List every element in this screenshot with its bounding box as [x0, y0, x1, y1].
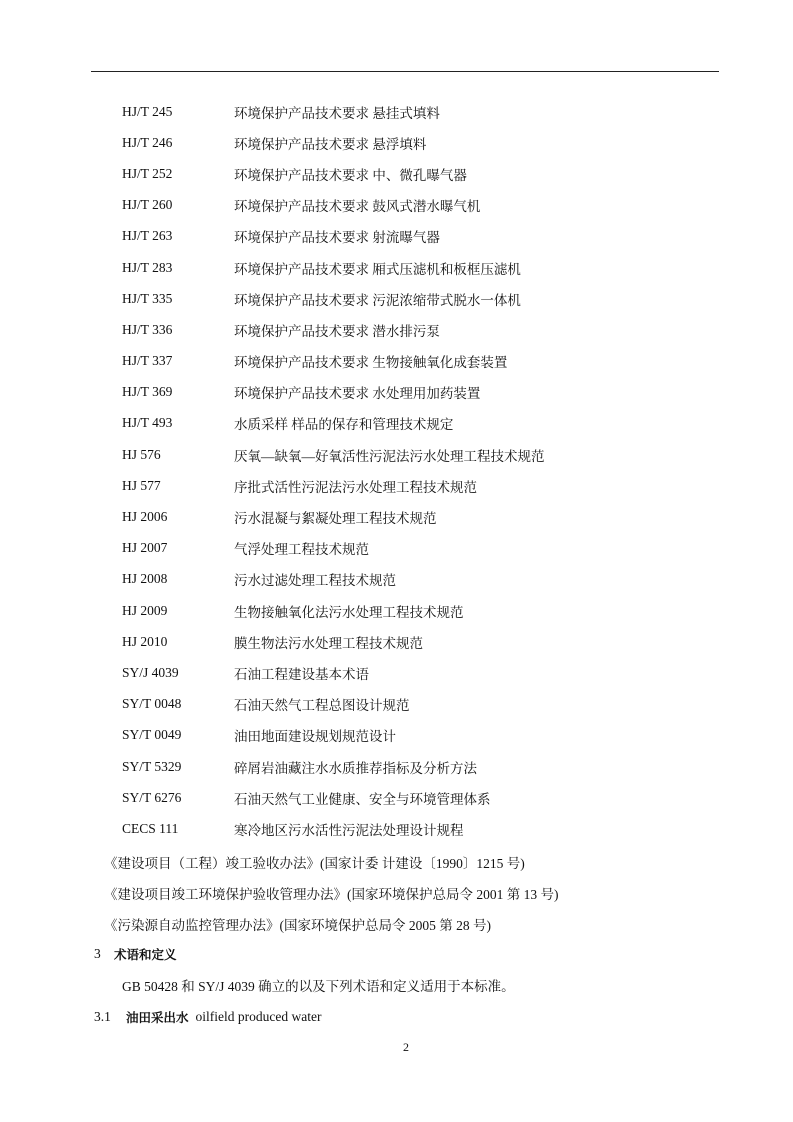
- subsection-title-cn: 油田采出水: [126, 1009, 189, 1025]
- reference-row: [122, 408, 722, 439]
- reference-title: 环境保护产品技术要求 生物接触氧化成套装置: [234, 355, 508, 371]
- reference-row: [122, 470, 722, 501]
- terms-applicability-paragraph: GB 50428 和 SY/J 4039 确立的以及下列术语和定义适用于本标准。: [122, 978, 515, 994]
- reference-standards-list: [122, 96, 722, 845]
- reference-title: 碎屑岩油藏注水水质推荐指标及分析方法: [234, 760, 477, 776]
- reference-code: CECS 111: [122, 820, 179, 836]
- reference-title: 油田地面建设规划规范设计: [234, 729, 396, 745]
- reference-code: SY/J 4039: [122, 664, 179, 680]
- reference-row: [122, 657, 722, 688]
- reference-code: SY/T 6276: [122, 789, 182, 805]
- reference-title: 环境保护产品技术要求 射流曝气器: [234, 230, 440, 246]
- reference-title: 环境保护产品技术要求 污泥浓缩带式脱水一体机: [234, 292, 521, 308]
- reference-row: [122, 751, 722, 782]
- reference-code: HJ/T 336: [122, 321, 173, 337]
- reference-title: 序批式活性污泥法污水处理工程技术规范: [234, 479, 477, 495]
- reference-row: [122, 190, 722, 221]
- reference-title: 污水过滤处理工程技术规范: [234, 573, 396, 589]
- reference-code: HJ 2008: [122, 571, 168, 587]
- reference-code: HJ/T 252: [122, 165, 173, 181]
- regulation-item: 《污染源自动监控管理办法》(国家环境保护总局令 2005 第 28 号): [104, 917, 491, 933]
- reference-code: HJ/T 260: [122, 197, 173, 213]
- reference-code: HJ 2006: [122, 509, 168, 525]
- reference-code: HJ/T 283: [122, 259, 173, 275]
- reference-code: HJ 2010: [122, 633, 168, 649]
- reference-code: SY/T 5329: [122, 758, 182, 774]
- reference-code: HJ 577: [122, 477, 161, 493]
- reference-row: [122, 158, 722, 189]
- subsection-number: 3.1: [94, 1008, 111, 1024]
- reference-title: 石油工程建设基本术语: [234, 666, 369, 682]
- regulation-item: 《建设项目（工程）竣工验收办法》(国家计委 计建设〔1990〕1215 号): [104, 855, 525, 871]
- page-number: 2: [403, 1040, 409, 1054]
- reference-code: SY/T 0049: [122, 727, 182, 743]
- reference-title: 石油天然气工程总图设计规范: [234, 698, 410, 714]
- reference-row: [122, 221, 722, 252]
- reference-title: 膜生物法污水处理工程技术规范: [234, 635, 423, 651]
- reference-code: HJ 2007: [122, 540, 168, 556]
- reference-code: HJ/T 493: [122, 415, 173, 431]
- reference-row: [122, 626, 722, 657]
- reference-title: 环境保护产品技术要求 厢式压滤机和板框压滤机: [234, 261, 521, 277]
- reference-row: [122, 127, 722, 158]
- reference-row: [122, 782, 722, 813]
- reference-title: 生物接触氧化法污水处理工程技术规范: [234, 604, 464, 620]
- reference-title: 气浮处理工程技术规范: [234, 542, 369, 558]
- section-heading: [94, 938, 177, 969]
- reference-code: HJ 2009: [122, 602, 168, 618]
- reference-code: HJ/T 335: [122, 290, 173, 306]
- subsection-title-en: oilfield produced water: [195, 1008, 322, 1024]
- reference-title: 环境保护产品技术要求 潜水排污泵: [234, 323, 440, 339]
- reference-title: 环境保护产品技术要求 悬浮填料: [234, 136, 427, 152]
- reference-row: [122, 813, 722, 844]
- header-rule: [91, 71, 719, 72]
- reference-row: [122, 283, 722, 314]
- reference-row: [122, 501, 722, 532]
- reference-code: HJ 576: [122, 446, 161, 462]
- reference-code: HJ/T 369: [122, 384, 173, 400]
- reference-row: [122, 689, 722, 720]
- reference-row: [122, 252, 722, 283]
- reference-title: 厌氧—缺氧—好氧活性污泥法污水处理工程技术规范: [234, 448, 545, 464]
- reference-title: 污水混凝与絮凝处理工程技术规范: [234, 511, 437, 527]
- reference-title: 环境保护产品技术要求 中、微孔曝气器: [234, 167, 467, 183]
- reference-code: HJ/T 263: [122, 228, 173, 244]
- subsection-heading: [94, 1001, 321, 1032]
- regulations-list: [104, 846, 724, 939]
- reference-title: 环境保护产品技术要求 水处理用加药装置: [234, 386, 481, 402]
- reference-code: SY/T 0048: [122, 696, 182, 712]
- reference-row: [122, 720, 722, 751]
- reference-title: 环境保护产品技术要求 鼓风式潜水曝气机: [234, 199, 481, 215]
- reference-row: [122, 595, 722, 626]
- reference-row: [122, 314, 722, 345]
- reference-row: [122, 377, 722, 408]
- section-number: 3: [94, 945, 101, 961]
- reference-row: [122, 564, 722, 595]
- reference-row: [122, 439, 722, 470]
- reference-code: HJ/T 245: [122, 103, 173, 119]
- reference-title: 水质采样 样品的保存和管理技术规定: [234, 417, 454, 433]
- section-title: 术语和定义: [114, 946, 177, 962]
- reference-row: [122, 346, 722, 377]
- reference-code: HJ/T 337: [122, 353, 173, 369]
- reference-code: HJ/T 246: [122, 134, 173, 150]
- reference-title: 环境保护产品技术要求 悬挂式填料: [234, 105, 440, 121]
- reference-row: [122, 533, 722, 564]
- reference-row: [122, 96, 722, 127]
- reference-title: 石油天然气工业健康、安全与环境管理体系: [234, 791, 491, 807]
- regulation-item: 《建设项目竣工环境保护验收管理办法》(国家环境保护总局令 2001 第 13 号): [104, 886, 559, 902]
- reference-title: 寒冷地区污水活性污泥法处理设计规程: [234, 822, 464, 838]
